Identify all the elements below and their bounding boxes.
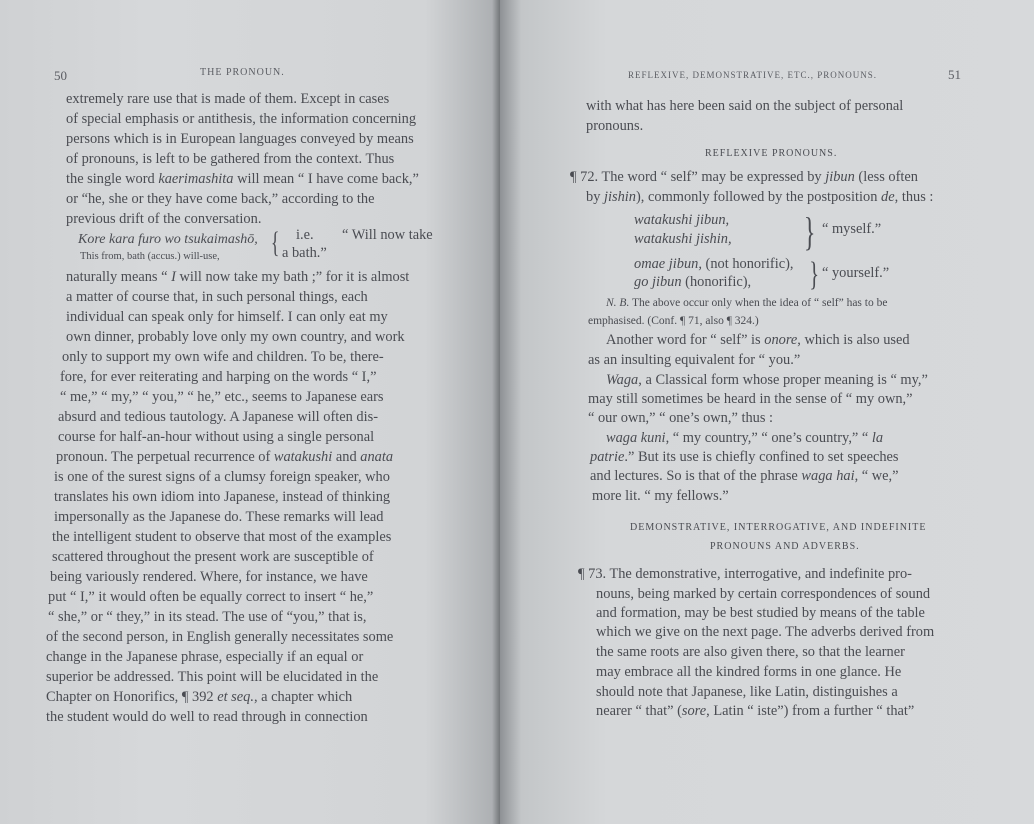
- text-line: [590, 448, 899, 466]
- text-line: fore, for ever reiterating and harping on the words “ I,”: [60, 369, 377, 385]
- text-line: or “he, she or they have come back,” according to the: [66, 191, 375, 207]
- text-run: Another word for “ self” is: [606, 332, 765, 348]
- paragraph-marker: ¶ 72.: [570, 169, 599, 185]
- right-page-number: 51: [948, 67, 961, 82]
- japanese-word: watakushi jishin,: [634, 231, 732, 247]
- text-line: of the second person, in English generally necessitates some: [46, 629, 394, 645]
- text-run: pronoun. The perpetual recurrence of: [56, 449, 274, 465]
- text-line: change in the Japanese phrase, especially if an equal or: [46, 649, 364, 665]
- foreign-word: la: [871, 430, 884, 446]
- text-line: [66, 268, 409, 286]
- japanese-word: omae jibun,: [634, 256, 702, 272]
- text-run: , “ we,”: [854, 468, 899, 484]
- japanese-word: jibun: [825, 169, 855, 185]
- japanese-word: kaerimashita: [158, 171, 234, 187]
- section-heading: REFLEXIVE PRONOUNS.: [705, 148, 838, 159]
- brace-symbol: }: [803, 209, 816, 254]
- text-line: superior be addressed. This point will be elucidated in the: [46, 669, 379, 685]
- nb-label: N. B.: [606, 297, 630, 309]
- text-run: Chapter on Honorifics, ¶ 392: [46, 689, 218, 705]
- right-running-head: REFLEXIVE, DEMONSTRATIVE, ETC., PRONOUNS.: [628, 70, 878, 80]
- japanese-word: watakushi: [273, 449, 333, 465]
- paragraph-marker: ¶ 73.: [578, 566, 607, 582]
- text-line: absurd and tedious tautology. A Japanese will often dis-: [58, 409, 379, 425]
- example-line: [634, 255, 793, 273]
- japanese-word: go jibun: [634, 274, 682, 290]
- section-heading: PRONOUNS AND ADVERBS.: [710, 541, 860, 552]
- japanese-word: waga hai: [801, 468, 855, 484]
- text-run: (honorific),: [681, 274, 752, 290]
- text-line: own dinner, probably love only my own country, and work: [66, 329, 405, 345]
- text-line: put “ I,” it would often be equally correct to insert “ he,”: [48, 589, 374, 605]
- text-run: , thus :: [894, 189, 934, 205]
- section-heading: DEMONSTRATIVE, INTERROGATIVE, AND INDEFINITE: [630, 522, 927, 533]
- text-line: [606, 331, 910, 349]
- text-line: being variously rendered. Where, for instance, we have: [50, 569, 368, 585]
- text-run: ), commonly followed by the postposition: [636, 189, 882, 205]
- text-line: [596, 702, 914, 720]
- text-line: “ me,” “ my,” “ you,” “ he,” etc., seems to Japanese ears: [60, 389, 384, 405]
- brace-symbol: {: [270, 226, 280, 259]
- left-running-head: THE PRONOUN.: [200, 67, 285, 78]
- text-line: “ she,” or “ they,” in its stead. The use of “you,” that is,: [48, 609, 367, 625]
- text-line: [56, 448, 393, 466]
- japanese-word: Waga: [606, 372, 639, 388]
- example-translation: “ yourself.”: [822, 265, 890, 281]
- japanese-word: sore: [681, 703, 707, 719]
- text-run: (not honorific),: [701, 256, 794, 272]
- text-run: The demonstrative, interrogative, and indefinite pro-: [606, 566, 912, 582]
- nb-note: emphasised. (Conf. ¶ 71, also ¶ 324.): [588, 315, 759, 327]
- text-line: impersonally as the Japanese do. These remarks will lead: [54, 509, 384, 525]
- text-line: individual can speak only for himself. I can only eat my: [66, 309, 388, 325]
- example-line: [634, 230, 732, 248]
- nb-note: [606, 294, 887, 312]
- text-run: will now take my bath ;” for it is almost: [175, 269, 410, 285]
- text-line: may still sometimes be heard in the sense of “ my own,”: [588, 391, 913, 407]
- example-translation: “ Will now take: [342, 227, 433, 243]
- example-line: [634, 211, 729, 229]
- brace-symbol: }: [809, 256, 820, 293]
- japanese-word: onore: [764, 332, 798, 348]
- text-line: of special emphasis or antithesis, the information concerning: [66, 111, 417, 127]
- text-run: , a Classical form whose proper meaning is “ my,”: [638, 372, 928, 388]
- text-line: which we give on the next page. The adverbs derived from: [596, 624, 935, 640]
- text-line: more lit. “ my fellows.”: [592, 488, 729, 504]
- text-line: [590, 467, 899, 485]
- left-page-number: 50: [54, 68, 67, 83]
- emphasis: I: [171, 269, 176, 285]
- left-page: [0, 0, 500, 824]
- example-line: [634, 273, 751, 291]
- text-line: pronouns.: [586, 118, 644, 134]
- text-run: and: [332, 449, 361, 465]
- text-line: translates his own idiom into Japanese, instead of thinking: [54, 489, 391, 505]
- text-line: extremely rare use that is made of them. Except in cases: [66, 91, 390, 107]
- example-translation: “ myself.”: [822, 221, 882, 237]
- text-line: and formation, may be best studied by means of the table: [596, 605, 925, 621]
- text-line: only to support my own wife and children. To be, there-: [62, 349, 384, 365]
- text-line: “ our own,” “ one’s own,” thus :: [588, 410, 774, 426]
- example-ie: i.e.: [296, 227, 314, 243]
- example-japanese-text: Kore kara furo wo tsukaimashō,: [78, 232, 258, 247]
- japanese-word: anata: [360, 449, 394, 465]
- text-run: will mean “ I have come back,”: [233, 171, 419, 187]
- text-run: , “ my country,” “ one’s country,” “: [665, 430, 872, 446]
- example-gloss: This from, bath (accus.) will-use,: [80, 251, 220, 262]
- text-run: nearer “ that” (: [596, 703, 682, 719]
- japanese-word: jishin: [604, 189, 636, 205]
- text-line: a matter of course that, in such personal things, each: [66, 289, 368, 305]
- text-run: , Latin “ iste”) from a further “ that”: [706, 703, 915, 719]
- text-line: [586, 188, 933, 206]
- text-line: may embrace all the kindred forms in one glance. He: [596, 664, 902, 680]
- text-line: [606, 429, 883, 447]
- text-line: as an insulting equivalent for “ you.”: [588, 352, 801, 368]
- text-run: , a chapter which: [253, 689, 353, 705]
- text-line: the student would do well to read through in connection: [46, 709, 368, 725]
- text-line: the same roots are also given there, so that the learner: [596, 644, 905, 660]
- text-line: persons which is in European languages conveyed by means: [66, 131, 414, 147]
- text-run: The above occur only when the idea of “ self” has to be: [629, 297, 888, 309]
- text-line: with what has here been said on the subject of personal: [586, 98, 904, 114]
- text-line: scattered throughout the present work are susceptible of: [52, 549, 374, 565]
- text-line: [66, 170, 419, 188]
- foreign-word: patrie: [590, 449, 625, 465]
- text-run: .” But its use is chiefly confined to set speeches: [624, 449, 899, 465]
- japanese-word: waga kuni: [606, 430, 666, 446]
- text-run: The word “ self” may be expressed by: [598, 169, 826, 185]
- text-line: [570, 168, 918, 186]
- text-line: course for half-an-hour without using a single personal: [58, 429, 375, 445]
- japanese-word: watakushi jibun,: [634, 212, 730, 228]
- text-line: of pronouns, is left to be gathered from the context. Thus: [66, 151, 395, 167]
- emphasis: et seq.: [217, 689, 254, 705]
- example-translation: a bath.”: [282, 245, 327, 261]
- text-line: [46, 688, 352, 706]
- text-line: [606, 371, 928, 389]
- text-line: is one of the surest signs of a clumsy foreign speaker, who: [54, 469, 390, 485]
- text-line: the intelligent student to observe that most of the examples: [52, 529, 392, 545]
- text-run: and lectures. So is that of the phrase: [590, 468, 802, 484]
- text-line: nouns, being marked by certain correspondences of sound: [596, 586, 931, 602]
- text-run: (less often: [854, 169, 918, 185]
- text-line: [578, 565, 912, 583]
- text-run: , which is also used: [797, 332, 910, 348]
- right-page: [500, 0, 1034, 824]
- example-japanese: [78, 232, 258, 248]
- text-run: by: [586, 189, 604, 205]
- text-run: naturally means “: [66, 269, 172, 285]
- text-line: previous drift of the conversation.: [66, 211, 262, 227]
- japanese-word: de: [881, 189, 895, 205]
- text-line: should note that Japanese, like Latin, distinguishes a: [596, 684, 898, 700]
- text-run: the single word: [66, 171, 159, 187]
